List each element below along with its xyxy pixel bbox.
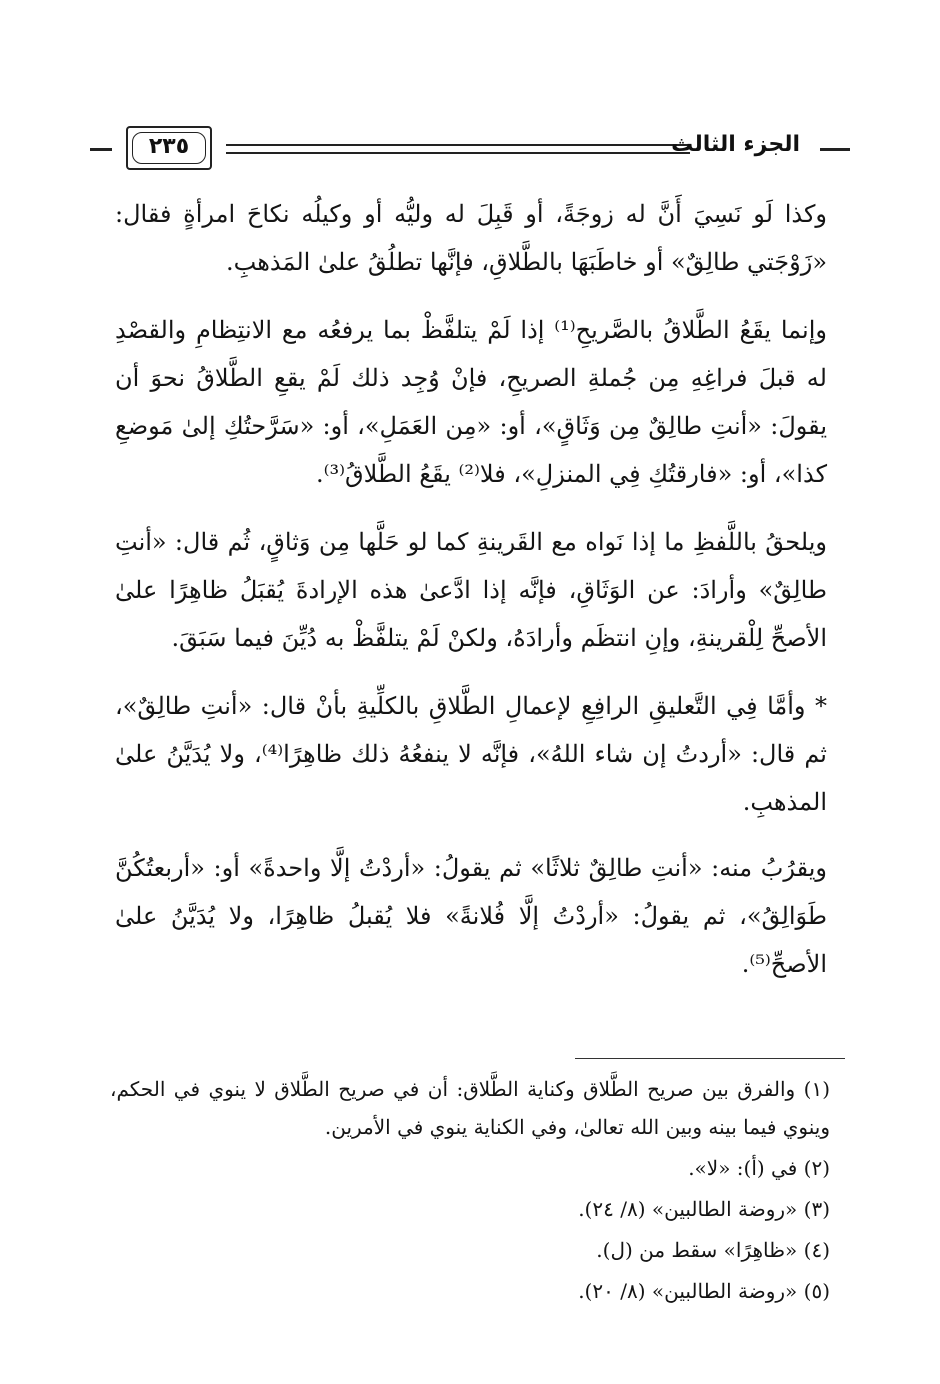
page-number: ٢٣٥ <box>148 134 190 159</box>
footnote-3: (٣) «روضة الطالبين» (٨/ ٢٤). <box>578 1197 830 1221</box>
footnote-5: (٥) «روضة الطالبين» (٨/ ٢٠). <box>578 1279 830 1303</box>
running-title: الجزء الثالث <box>671 132 800 157</box>
footnote-2: (٢) في (أ): «لا». <box>688 1156 830 1180</box>
paragraph-3: ويلحقُ باللَّفظِ ما إذا نَواه مع القَرينةِ كما لو حَلَّها مِن وَثاقٍ، ثُم قال: «أنتِ طالِقٌ» وأرادَ: عن الوَثَاقِ، فإنَّه إذا ادَّعىٰ هذه الإرادةَ يُقبَلُ ظاهِرًا علىٰ الأصحِّ لِلْقرينةِ، وإنِ انتظَم وأرادَهُ، ولكنْ لَمْ يتلفَّظْ به دُيِّنَ فيما سَبَقَ. <box>115 528 828 652</box>
footnote-separator <box>575 1058 845 1059</box>
main-text <box>115 190 827 1008</box>
paragraph-4: * وأمَّا فِي التَّعليقِ الرافِعِ لإعمالِ الطَّلاقِ بالكلِّيةِ بأنْ قال: «أنتِ طالِقٌ»، ثم قال: «أردتُ إن شاء اللهُ»، فإنَّه لا ينفعُهُ ذلك ظاهِرًا⁽⁴⁾، ولا يُدَيَّنُ علىٰ المذهبِ. <box>115 692 827 816</box>
header-rule-stub-left <box>90 148 112 151</box>
paragraph-1: وكذا لَو نَسِيَ أَنَّ له زوجَةً، أو قَبِلَ له وليُّه أو وكيلُه نكاحَ امرأةٍ فقال: «زَوْجَتي طالِقٌ» أو خاطَبَهَا بالطَّلاقِ، فإنَّها تطلُقُ علىٰ المَذهبِ. <box>115 200 827 276</box>
page-number-frame <box>126 126 212 170</box>
footnote-1: (١) والفرق بين صريح الطَّلاق وكناية الطَّلاق: أن في صريح الطَّلاق لا ينوي في الحكم، وينوي فيما بينه وبين الله تعالىٰ، وفي الكناية ينوي في الأمرين. <box>110 1077 830 1139</box>
footnotes <box>110 1070 830 1313</box>
paragraph-5: ويقرُبُ منه: «أنتِ طالِقٌ ثلاثًا» ثم يقولُ: «أردْتُ إلَّا واحدةً» أو: «أربعتُكُنَّ طَوَالِقُ»، ثم يقولُ: «أردْتُ إلَّا فُلانةً» فلا يُقبلُ ظاهِرًا، ولا يُدَيَّنُ علىٰ الأصحِّ⁽⁵⁾. <box>115 854 827 978</box>
footnote-4: (٤) «ظاهِرًا» سقط من (ل). <box>596 1238 830 1262</box>
header-double-rule <box>226 144 690 154</box>
page-header <box>90 118 850 174</box>
paragraph-2: وإنما يقَعُ الطَّلاقُ بالصَّريحِ⁽¹⁾ إذا لَمْ يتلفَّظْ بما يرفعُه مع الانتِظامِ والقصْدِ له قبلَ فراغِهِ مِن جُملةِ الصريحِ، فإنْ وُجِد ذلك لَمْ يقعِ الطَّلاقُ نحوَ أن يقولَ: «أنتِ طالِقٌ مِن وَثَاقٍ»، أو: «مِن العَمَلِ»، أو: «سَرَّحتُكِ إلىٰ مَوضعِ كذا»، أو: «فارقتُكِ فِي المنزلِ»، فلا⁽²⁾ يقَعُ الطَّلاقُ⁽³⁾. <box>115 316 827 488</box>
header-rule-stub-right <box>820 148 850 151</box>
